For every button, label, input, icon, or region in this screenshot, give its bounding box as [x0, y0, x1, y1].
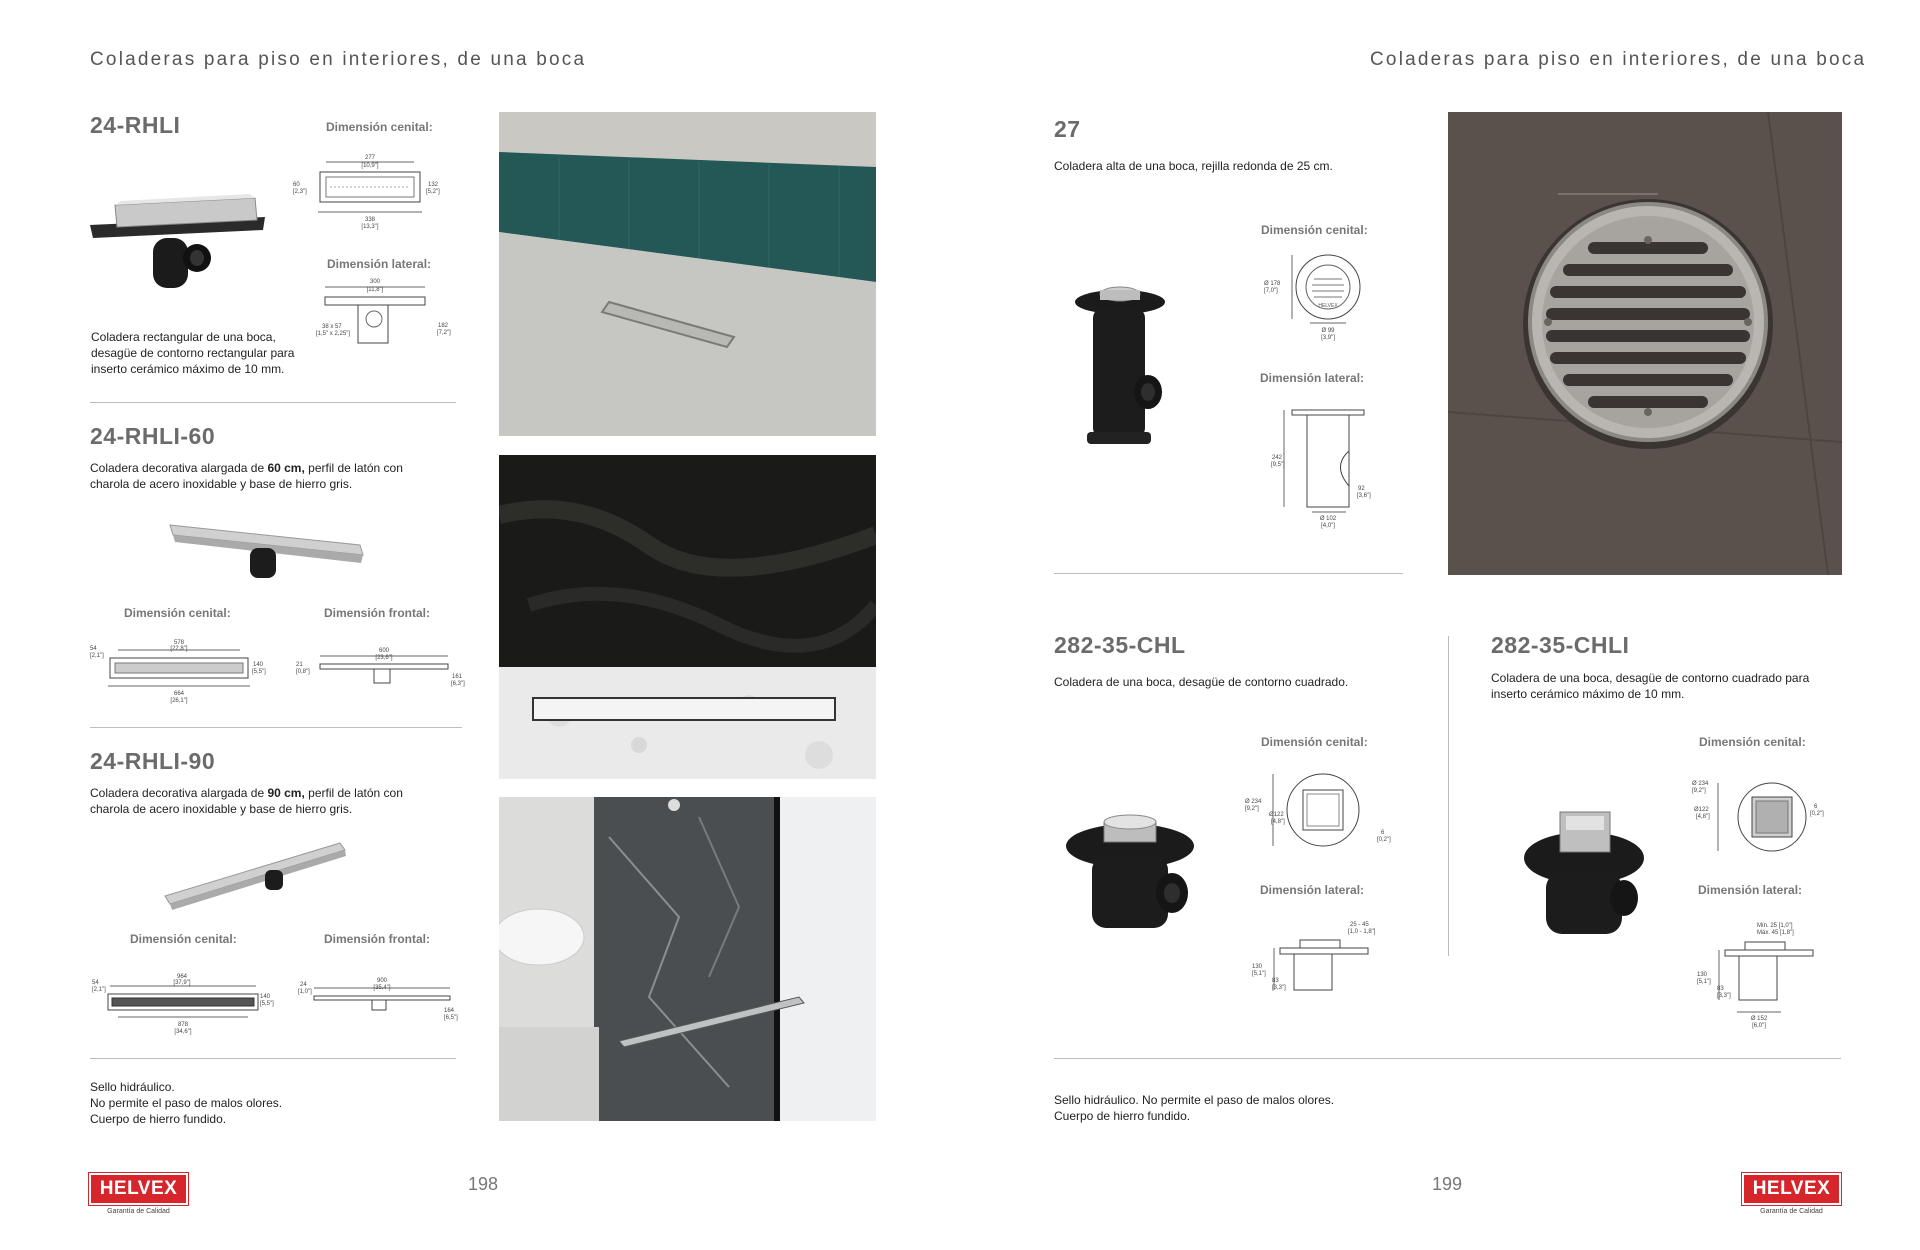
dim-text: 182 [438, 323, 449, 329]
dim-text: [1,5" x 2,25"] [316, 331, 350, 337]
section-divider [90, 1058, 456, 1059]
footer-note: Cuerpo de hierro fundido. [1054, 1109, 1191, 1123]
dim-text: 38 x 57 [322, 324, 342, 330]
product-description-282-35-chli: Coladera de una boca, desagüe de contorno cuadrado para inserto cerámico máximo de 10 mm. [1491, 671, 1810, 701]
product-model-282-35-chl: 282-35-CHL [1054, 632, 1186, 658]
dimension-diagram-side-282-35-chl [1250, 918, 1380, 1003]
product-image-27 [1065, 272, 1175, 452]
dim-text: [2,1"] [92, 987, 106, 993]
dim-text: Ø 152 [1750, 1016, 1768, 1022]
brand-tagline: Garantía de Calidad [1760, 1208, 1823, 1215]
dim-text: 164 [444, 1008, 455, 1014]
footer-note: Cuerpo de hierro fundido. [90, 1112, 227, 1126]
dim-text: 140 [253, 662, 264, 668]
section-divider [90, 727, 462, 728]
dim-text: [5,1"] [1252, 971, 1266, 977]
dimension-diagram-side-27 [1262, 396, 1382, 532]
brand-name: HELVEX [1742, 1173, 1841, 1205]
dim-text: 161 [452, 674, 463, 680]
installation-photo-3 [499, 797, 876, 1121]
product-image-282-35-chl [1062, 808, 1202, 938]
product-description-24-rhli-90: Coladera decorativa alargada de 90 cm, perfil de latón con charola de acero inoxidable y base de hierro gris. [90, 786, 403, 816]
dim-text: [7,2"] [437, 330, 451, 336]
dim-text: 242 [1272, 455, 1283, 461]
dim-text: 54 [90, 646, 97, 652]
dim-text: [3,3"] [1272, 985, 1286, 991]
dim-text: [1,0 - 1,8"] [1348, 929, 1376, 935]
dim-text: [13,3"] [361, 224, 379, 230]
column-divider [1448, 636, 1449, 956]
dim-text: 964 [176, 974, 188, 980]
dimension-diagram-top-24-rhli-60 [88, 636, 278, 708]
section-divider [90, 402, 456, 403]
dim-text: Ø 178 [1264, 281, 1281, 287]
dim-text: [6,5"] [444, 1015, 458, 1021]
dim-text: 664 [173, 691, 185, 697]
dim-label-front: Dimensión frontal: [324, 606, 431, 620]
installation-photo-1 [499, 112, 876, 436]
dim-text: Ø 99 [1321, 328, 1335, 334]
product-description-27: Coladera alta de una boca, rejilla redonda de 25 cm. [1054, 159, 1333, 173]
section-divider [1054, 1058, 1841, 1059]
dimension-diagram-side-24-rhli [300, 275, 460, 360]
footer-note: No permite el paso de malos olores. [90, 1096, 283, 1110]
dim-text: [2,3"] [293, 189, 307, 195]
dim-text: Mín. 25 [1,0"] [1757, 923, 1793, 929]
product-model-24-rhli-60: 24-RHLI-60 [90, 423, 216, 449]
dim-text: 300 [369, 279, 381, 285]
dimension-diagram-top-282-35-chli [1690, 775, 1835, 865]
dim-text: [4,8"] [1696, 814, 1710, 820]
dim-text: [0,8"] [296, 669, 310, 675]
dim-text: Ø 234 [1245, 799, 1262, 805]
dim-text: [23,6"] [375, 655, 393, 661]
page-number: 198 [468, 1174, 499, 1194]
dim-text: 578 [173, 640, 185, 646]
dim-label-top: Dimensión cenital: [326, 120, 433, 134]
product-model-24-rhli-90: 24-RHLI-90 [90, 748, 216, 774]
footer-note: Sello hidráulico. No permite el paso de malos olores. [1054, 1093, 1335, 1107]
left-page-header: Coladeras para piso en interiores, de una boca [90, 49, 587, 70]
dimension-diagram-top-24-rhli [290, 150, 450, 235]
dim-label-front: Dimensión frontal: [324, 932, 431, 946]
dim-text: 132 [428, 182, 439, 188]
dimension-diagram-front-24-rhli-90 [294, 976, 469, 1036]
dim-text: [9,2"] [1245, 806, 1259, 812]
dim-text: Ø 102 [1319, 516, 1337, 522]
dim-text: [37,9"] [173, 980, 191, 986]
product-photo-round-grate [1448, 112, 1842, 575]
product-model-24-rhli: 24-RHLI [90, 112, 181, 138]
dim-label-top: Dimensión cenital: [124, 606, 231, 620]
dim-text: 130 [1252, 964, 1263, 970]
footer-note: Sello hidráulico. [90, 1080, 175, 1094]
dim-text: [4,8"] [1271, 819, 1285, 825]
installation-photo-2 [499, 455, 876, 779]
dim-text: 6 [1381, 830, 1385, 836]
dim-label-top: Dimensión cenital: [1261, 223, 1368, 237]
dim-text: Ø122 [1694, 807, 1709, 813]
dim-text: 54 [92, 980, 99, 986]
product-image-282-35-chli [1520, 806, 1650, 946]
dim-text: 338 [364, 217, 376, 223]
dim-text: 25 - 45 [1350, 922, 1369, 928]
dim-label-side: Dimensión lateral: [327, 257, 432, 271]
footer-notes [90, 1079, 282, 1127]
dim-text: [3,3"] [1717, 993, 1731, 999]
dim-text: [4,0"] [1321, 523, 1335, 529]
brand-name: HELVEX [89, 1173, 188, 1205]
dim-text: [10,9"] [361, 163, 379, 169]
product-model-282-35-chli: 282-35-CHLI [1491, 632, 1630, 658]
footer-notes [1054, 1092, 1334, 1124]
dim-text: [5,2"] [426, 189, 440, 195]
product-description-24-rhli: Coladera rectangular de una boca, desagüe de contorno rectangular para inserto cerámico máximo de 10 mm. [91, 330, 295, 376]
dim-text: 277 [364, 155, 376, 161]
dim-text: 6 [1814, 804, 1818, 810]
dim-text: [3,9"] [1321, 335, 1335, 341]
right-page-header: Coladeras para piso en interiores, de una boca [1370, 49, 1867, 70]
section-divider [1054, 573, 1403, 574]
dimension-diagram-top-27 [1262, 245, 1372, 345]
product-description-282-35-chl: Coladera de una boca, desagüe de contorno cuadrado. [1054, 675, 1349, 689]
dim-text: 130 [1697, 972, 1708, 978]
dim-text: [22,8"] [170, 646, 188, 652]
dim-text: [1,0"] [298, 989, 312, 995]
dim-text: 900 [376, 978, 388, 984]
dim-label-top: Dimensión cenital: [1699, 735, 1806, 749]
product-model-27: 27 [1054, 116, 1081, 142]
dim-text: Ø 234 [1692, 781, 1709, 787]
dim-text: [5,5"] [252, 669, 266, 675]
dim-text: [6,0"] [1752, 1023, 1766, 1029]
dim-text: [5,1"] [1697, 979, 1711, 985]
dimension-diagram-front-24-rhli-60 [294, 646, 469, 706]
dim-text: [3,6"] [1357, 493, 1371, 499]
product-image-24-rhli-60 [165, 515, 370, 585]
dim-text: 60 [293, 182, 300, 188]
dim-text: [34,6"] [174, 1029, 192, 1035]
dim-label-top: Dimensión cenital: [1261, 735, 1368, 749]
dim-text: [11,8"] [366, 287, 384, 293]
grate-text: HELVEX [1318, 303, 1338, 309]
dim-label-side: Dimensión lateral: [1698, 883, 1803, 897]
dim-text: [0,2"] [1810, 811, 1824, 817]
dim-text: [35,4"] [373, 985, 391, 991]
dim-text: 24 [300, 982, 307, 988]
dim-text: [7,0"] [1264, 288, 1278, 294]
dim-label-side: Dimensión lateral: [1260, 371, 1365, 385]
dimension-diagram-top-24-rhli-90 [88, 972, 288, 1042]
dim-text: Máx. 45 [1,8"] [1757, 930, 1794, 936]
dim-text: 83 [1272, 978, 1279, 984]
dim-text: 83 [1717, 986, 1724, 992]
helvex-logo [1742, 1173, 1841, 1215]
brand-tagline: Garantía de Calidad [107, 1208, 170, 1215]
dim-text: [2,1"] [90, 653, 104, 659]
dim-text: Ø122 [1269, 812, 1284, 818]
product-image-24-rhli [85, 190, 270, 305]
dimension-diagram-top-282-35-chl [1243, 765, 1393, 860]
dim-text: [9,2"] [1692, 788, 1706, 794]
dim-text: [5,5"] [260, 1001, 274, 1007]
dim-text: 21 [296, 662, 303, 668]
product-description-24-rhli-60: Coladera decorativa alargada de 60 cm, perfil de latón con charola de acero inoxidable y base de hierro gris. [90, 461, 403, 491]
dim-label-side: Dimensión lateral: [1260, 883, 1365, 897]
dim-text: 600 [378, 648, 390, 654]
dim-text: [6,3"] [451, 681, 465, 687]
product-image-24-rhli-90 [160, 838, 350, 913]
helvex-logo [89, 1173, 188, 1215]
dim-text: [9,5"] [1271, 462, 1285, 468]
dim-text: 140 [260, 994, 271, 1000]
dim-text: 878 [177, 1022, 189, 1028]
dim-text: [0,2"] [1377, 837, 1391, 843]
dim-text: [26,1"] [170, 698, 188, 704]
dim-text: 92 [1358, 486, 1365, 492]
dim-label-top: Dimensión cenital: [130, 932, 237, 946]
page-number: 199 [1432, 1174, 1463, 1194]
dimension-diagram-side-282-35-chli [1695, 920, 1835, 1030]
